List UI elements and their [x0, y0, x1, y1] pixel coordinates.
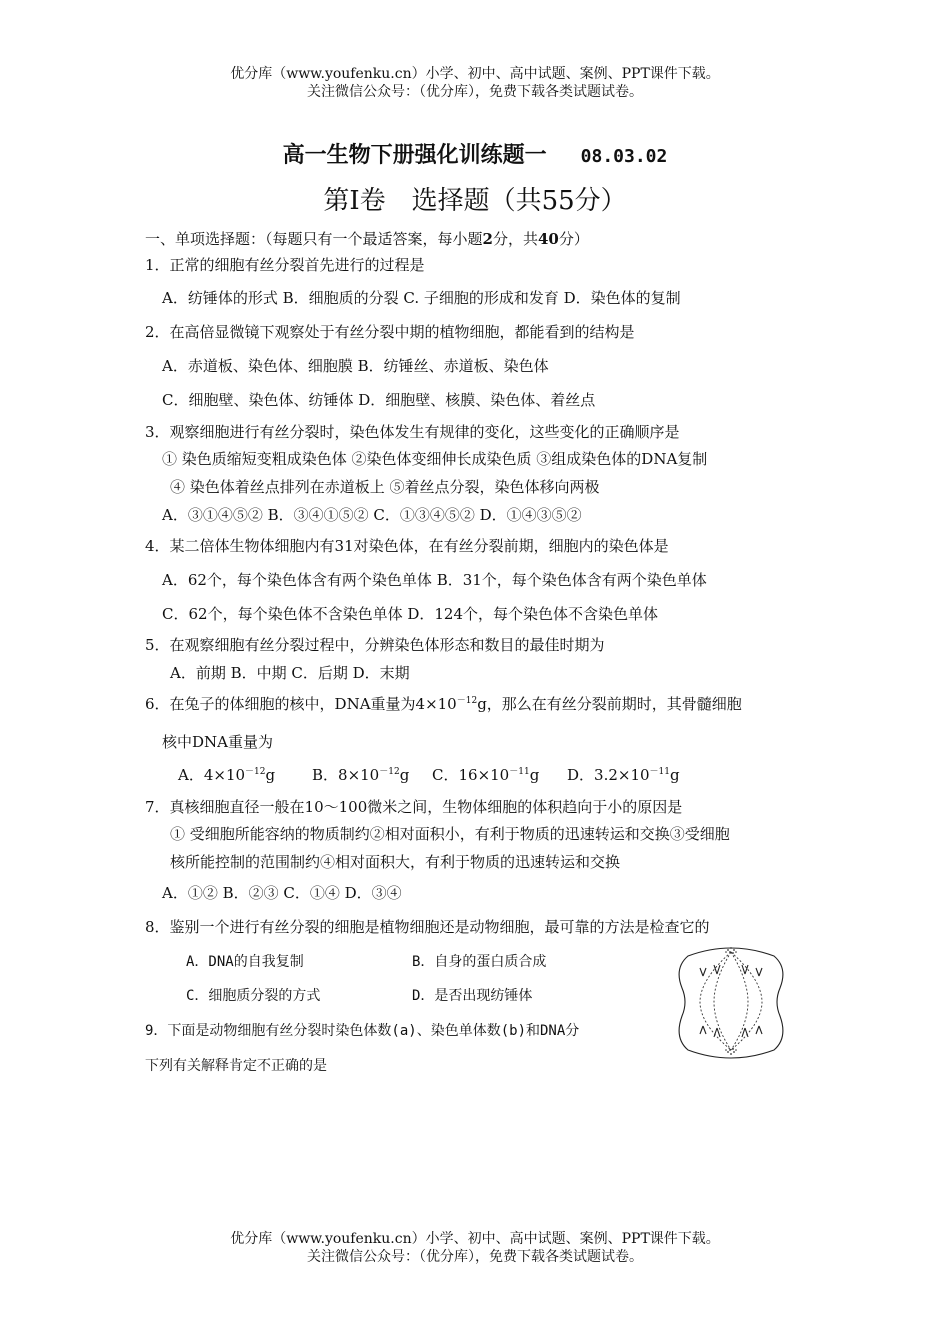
title-main: 高一生物下册强化训练题一: [282, 143, 547, 168]
page-title: [0, 138, 950, 169]
q3-items-2: ④ 染色体着丝点排列在赤道板上 ⑤着丝点分裂，染色体移向两极: [170, 478, 600, 496]
q6-stem-b: g，那么在有丝分裂前期时，其骨髓细胞: [477, 695, 742, 713]
q4-options-cd: C．62个，每个染色体不含染色单体 D．124个，每个染色体不含染色单体: [162, 605, 658, 623]
q7-stem: 7．真核细胞直径一般在10～100微米之间，生物体细胞的体积趋向于小的原因是: [145, 798, 683, 816]
q6-option-d: D．$3.2\times 10^{-11}g$: [567, 766, 680, 784]
header-line-1: 优分库（www.youfenku.cn）小学、初中、高中试题、案例、PPT课件下载。: [230, 66, 720, 82]
q8-stem: 8．鉴别一个进行有丝分裂的细胞是植物细胞还是动物细胞，最可靠的方法是检查它的: [145, 918, 710, 936]
section-suffix: 分）: [558, 230, 589, 248]
section-mid: 分，共: [492, 230, 538, 248]
section-score-each: 2: [482, 230, 493, 248]
footer-line-1: 优分库（www.youfenku.cn）小学、初中、高中试题、案例、PPT课件下载。: [230, 1231, 720, 1247]
q8-option-c: C．细胞质分裂的方式: [186, 988, 321, 1004]
q8-option-b: B．自身的蛋白质合成: [412, 954, 547, 970]
q5-stem: 5．在观察细胞有丝分裂过程中，分辨染色体形态和数目的最佳时期为: [145, 636, 605, 654]
q6-option-a: A．$4\times 10^{-12}g$: [178, 766, 276, 784]
q6-stem-a: 6．在兔子的体细胞的核中，DNA重量为4×10: [145, 695, 457, 713]
q3-stem: 3．观察细胞进行有丝分裂时，染色体发生有规律的变化，这些变化的正确顺序是: [145, 423, 680, 441]
cell-anaphase-diagram: [670, 940, 792, 1064]
q8-option-a: A．DNA的自我复制: [186, 954, 304, 970]
cell-membrane: [679, 948, 783, 1058]
section-heading: [145, 228, 589, 249]
q1-stem: 1．正常的细胞有丝分裂首先进行的过程是: [145, 256, 425, 274]
q6-stem-exponent: －12: [456, 696, 478, 706]
q2-options-cd: C．细胞壁、染色体、纺锤体 D．细胞壁、核膜、染色体、着丝点: [162, 391, 596, 409]
q4-stem: 4．某二倍体生物体细胞内有31对染色体，在有丝分裂前期，细胞内的染色体是: [145, 537, 669, 555]
q3-options: A．③①④⑤② B．③④①⑤② C．①③④⑤② D．①④③⑤②: [162, 506, 582, 524]
section-prefix: 一、单项选择题：（每题只有一个最适答案，每小题: [145, 230, 483, 248]
q4-options-ab: A．62个，每个染色体含有两个染色单体 B．31个，每个染色体含有两个染色单体: [162, 571, 707, 589]
q6-option-c: C．$16\times 10^{-11}g$: [432, 766, 540, 784]
section-score-total: 40: [537, 230, 559, 248]
footer-line-2: 关注微信公众号：（优分库），免费下载各类试题试卷。: [307, 1249, 643, 1265]
q9-stem-line-2: 下列有关解释肯定不正确的是: [145, 1058, 327, 1074]
q6-stem-line-2: 核中DNA重量为: [162, 733, 273, 751]
q8-option-d: D．是否出现纺锤体: [412, 988, 533, 1004]
volume-heading: 第Ⅰ卷 选择题（共55分）: [323, 186, 627, 216]
chromosomes-top: [700, 965, 762, 976]
q3-items-1: ① 染色质缩短变粗成染色体 ②染色体变细伸长成染色质 ③组成染色体的DNA复制: [162, 450, 708, 468]
spindle-pole-bottom: [725, 1048, 737, 1055]
q7-items-2: 核所能控制的范围制约④相对面积大，有利于物质的迅速转运和交换: [170, 853, 621, 871]
q5-options: A．前期 B．中期 C．后期 D．末期: [170, 664, 410, 682]
q7-options: A．①② B．②③ C．①④ D．③④: [162, 884, 402, 902]
q2-stem: 2．在高倍显微镜下观察处于有丝分裂中期的植物细胞，都能看到的结构是: [145, 323, 635, 341]
header-line-2: 关注微信公众号：（优分库），免费下载各类试题试卷。: [307, 84, 643, 100]
q1-options: A．纺锤体的形式 B．细胞质的分裂 C. 子细胞的形成和发育 D．染色体的复制: [162, 289, 681, 307]
q7-items-1: ① 受细胞所能容纳的物质制约②相对面积小，有利于物质的迅速转运和交换③受细胞: [170, 825, 730, 843]
title-date: 08.03.02: [580, 146, 668, 167]
q6-option-b: B．$8\times 10^{-12}g$: [312, 766, 410, 784]
q9-stem: 9．下面是动物细胞有丝分裂时染色体数(a)、染色单体数(b)和DNA分: [145, 1023, 580, 1039]
q2-options-ab: A．赤道板、染色体、细胞膜 B．纺锤丝、赤道板、染色体: [162, 357, 549, 375]
q6-stem: [145, 693, 742, 714]
spindle-fibers: [700, 952, 762, 1050]
